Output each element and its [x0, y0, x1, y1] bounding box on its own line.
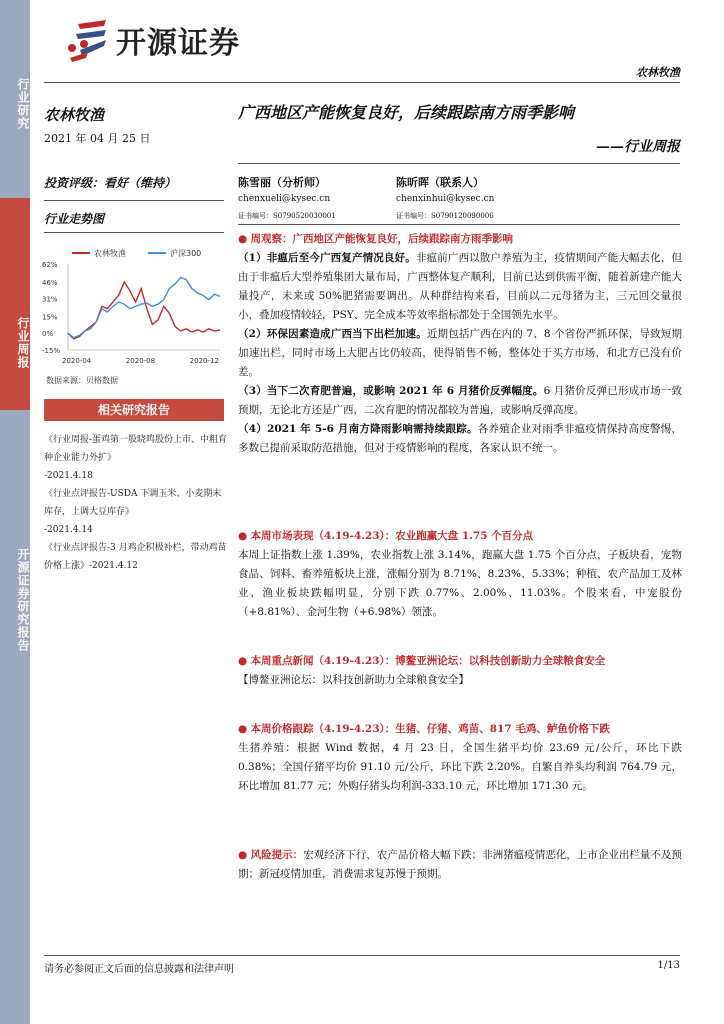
weekly-point-4-body: 各养殖企业对雨季非瘟疫情保持高度警惕，多数已提前采取防范措施，但对于疫情影响的程度，各家认识不统一。	[238, 423, 683, 454]
price-heading: 本周价格跟踪（4.19-4.23）：生猪、仔猪、鸡苗、817 毛鸡、鲈鱼价格下跌	[250, 723, 610, 735]
related-report-date: -2021.4.18	[44, 471, 93, 481]
report-date: 2021 年 04 月 25 日	[44, 132, 151, 145]
contact-card	[396, 174, 494, 225]
industry-trend-chart	[40, 246, 226, 366]
strip-label-weekly: 行业周报	[0, 198, 30, 410]
related-report-title: 《行业点评报告-USDA 下调玉米、小麦期末库存，上调大豆库存》	[44, 489, 222, 517]
left-side-strip	[0, 0, 30, 1024]
series-line	[68, 277, 220, 337]
strip-label-broker: 开源证券研究报告	[16, 548, 30, 652]
market-body: 本周上证指数上涨 1.39%，农业指数上涨 3.14%，跑赢大盘 1.75 个百分点，子板块看，宠物食品、饲料、畜养殖板块上涨，涨幅分别为 8.71%、8.23%、5.33%；种植、农产品加工及林业、渔业板块跌幅明显，分别下跌 0.77%、2.00%、11.03%。个股来看，中宠股份（+8.81%）、金河生物（+6.98%）领涨。	[238, 549, 682, 618]
bullet-icon: ●	[238, 530, 248, 542]
header-divider	[44, 82, 680, 83]
report-subtitle: ——行业周报	[596, 139, 680, 155]
related-report-item[interactable]	[44, 431, 230, 485]
price-section	[238, 720, 682, 796]
left-divider-2	[44, 232, 224, 233]
chart-source: 数据来源：贝格数据	[46, 376, 118, 385]
related-report-item[interactable]	[44, 485, 230, 539]
analyst-email[interactable]: chenxueli@kysec.cn	[238, 194, 331, 204]
y-tick-label: 31%	[42, 295, 58, 304]
related-reports-heading: 相关研究报告	[44, 399, 224, 421]
y-tick-label: 0%	[42, 330, 54, 339]
footer-disclaimer[interactable]: 请务必参阅正文后面的信息披露和法律声明	[44, 964, 234, 975]
news-section	[238, 652, 682, 690]
left-divider-1	[44, 200, 224, 201]
analyst-card	[238, 174, 336, 225]
x-tick-label: 2020-12	[189, 357, 219, 365]
footer-divider	[44, 955, 680, 956]
bullet-icon: ●	[238, 723, 248, 735]
weekly-point-1-body: 非瘟前广西以散户养殖为主，疫情期间产能大幅去化，但由于非瘟后大型养殖集团大量布局，广西整体复产顺利，目前已达到供需平衡，随着新建产能大量投产，未来或 50%肥猪需要调出。从种群结构来看，目前以二元母猪为主，三元回交量很小，叠加疫情较轻，PSY、完全成本等效率指标都处于全国领先水平。	[238, 252, 682, 321]
weekly-point-3-head: （3）当下二次育肥普遍，或影响 2021 年 6 月猪价反弹幅度。	[238, 385, 544, 397]
bullet-icon: ●	[238, 849, 248, 861]
y-tick-label: 15%	[42, 313, 58, 322]
x-tick-label: 2020-04	[62, 357, 92, 365]
logo-text: 开源证券	[116, 26, 240, 61]
news-body: 【博鳌亚洲论坛：以科技创新助力全球粮食安全】	[238, 674, 469, 686]
trend-chart-title: 行业走势图	[44, 212, 105, 226]
weekly-point-1-head: （1）非瘟后至今广西复产情况良好。	[238, 252, 416, 264]
legend-label: 农林牧渔	[94, 249, 126, 258]
related-report-item[interactable]	[44, 539, 230, 575]
y-tick-label: 62%	[42, 261, 58, 269]
contact-email[interactable]: chenxinhui@kysec.cn	[396, 194, 495, 204]
y-tick-label: 46%	[42, 278, 58, 287]
x-tick-label: 2020-08	[125, 357, 156, 365]
analyst-cert: 证书编号：S0790520030001	[238, 212, 336, 220]
risk-body: 宏观经济下行，农产品价格大幅下跌；非洲猪瘟疫情恶化，上市企业出栏量不及预期；新冠疫情加重，消费需求复苏慢于预期。	[238, 849, 683, 880]
market-heading: 本周市场表现（4.19-4.23）：农业跑赢大盘 1.75 个百分点	[250, 530, 534, 542]
weekly-point-3-body: 6 月猪价反弹已形成市场一致预期，无论北方还是广西，二次育肥的情况都较为普遍，或影响反弹高度。	[238, 385, 682, 416]
related-reports-list	[44, 431, 230, 575]
logo-mark-icon	[66, 18, 110, 62]
weekly-point-2-head: （2）环保因素造成广西当下出栏加速。	[238, 328, 427, 340]
report-title: 广西地区产能恢复良好，后续跟踪南方雨季影响	[238, 103, 575, 122]
bullet-icon: ●	[238, 233, 248, 245]
investment-rating: 投资评级：看好（维持）	[44, 176, 177, 190]
analyst-divider	[238, 224, 680, 225]
related-report-date: -2021.4.12	[89, 561, 138, 571]
related-report-title: 《行业周报-蛋鸡第一股晓鸣股份上市、中粗育种企业能力外扩》	[44, 435, 228, 463]
y-tick-label: -15%	[42, 347, 61, 355]
title-divider	[238, 163, 680, 164]
price-body: 生猪养殖：根据 Wind 数据，4 月 23 日，全国生猪平均价 23.69 元/公斤，环比下跌 0.38%；全国仔猪平均价 91.10 元/公斤，环比下跌 2.20%。自繁自养头均利润 764.79 元，环比增加 81.77 元；外购仔猪头均利润-333.10 元，环比增加 171.30 元。	[238, 742, 682, 792]
related-report-date: -2021.4.14	[44, 525, 93, 535]
contact-cert: 证书编号：S0790120090006	[396, 212, 494, 220]
sector-name: 农林牧渔	[44, 106, 105, 124]
trend-chart-svg	[40, 246, 226, 366]
weekly-point-2-body: 近期包括广西在内的 7、8 个省份严抓环保，导致短期加速出栏，同时市场上大肥占比仍较高，使得销售不畅，整体处于买方市场，和北方已没有价差。	[238, 328, 682, 378]
news-heading: 本周重点新闻（4.19-4.23）：博鳌亚洲论坛：以科技创新助力全球粮食安全	[250, 655, 606, 667]
risk-heading: 风险提示：	[250, 849, 304, 861]
weekly-heading: 周观察：广西地区产能恢复良好，后续跟踪南方雨季影响	[250, 233, 514, 245]
market-section	[238, 527, 682, 622]
related-report-title: 《行业点评报告-3 月鸡企积极补栏，带动鸡苗价格上涨》	[44, 543, 227, 571]
contact-name: 陈昕晖（联系人）	[396, 176, 484, 189]
analyst-name: 陈雪丽（分析师）	[238, 176, 326, 189]
strip-label-research: 行业研究	[16, 78, 30, 130]
legend-label: 沪深300	[170, 249, 202, 258]
weekly-observation-section	[238, 230, 682, 458]
header-sector-tag: 农林牧渔	[636, 66, 680, 79]
risk-section	[238, 846, 682, 884]
bullet-icon: ●	[238, 655, 248, 667]
company-logo	[66, 16, 240, 64]
weekly-point-4-head: （4）2021 年 5-6 月南方降雨影响需持续跟踪。	[238, 423, 478, 435]
series-line	[68, 282, 220, 339]
page-number: 1/13	[657, 960, 680, 971]
